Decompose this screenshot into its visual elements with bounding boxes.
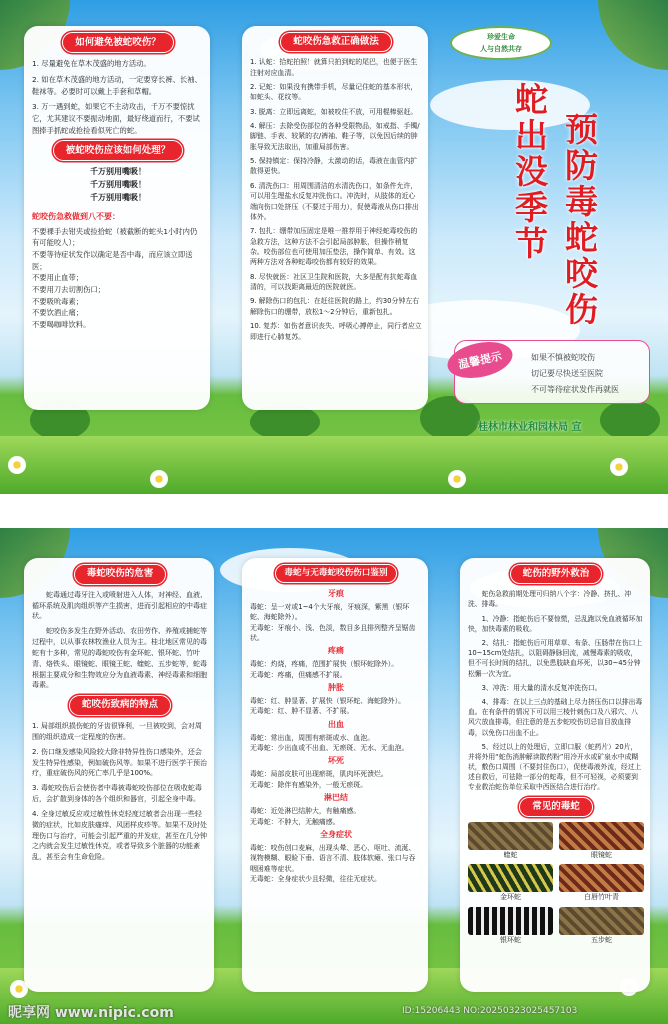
list-item: 无毒蛇：牙痕小、浅、色淡，数目多且排列整齐呈锯齿状。 bbox=[250, 623, 416, 642]
list-item: 不要饮酒止痛； bbox=[32, 308, 84, 318]
list-item: 6. 清洗伤口：用周围清洁的水清洗伤口，如条件允许，可以用生理盐水反复冲洗伤口。冲洗时，从肢体的近心端向伤口处挤压（不要过于用力），促使毒液从伤口排出体外。 bbox=[250, 181, 419, 221]
panel-heading: 蛇伤的野外救治 bbox=[510, 564, 603, 584]
brochure-outside bbox=[0, 0, 668, 494]
snake-name: 蝰蛇 bbox=[503, 850, 518, 859]
tip-line: 不可等待症状发作再就医 bbox=[531, 385, 619, 394]
slogan-badge bbox=[452, 28, 550, 58]
flower-icon bbox=[448, 470, 466, 488]
paragraph: 1、冷静：指蛇伤后不要惊慌，忌乱跑以免血液循环加快，加快毒素的吸收。 bbox=[468, 614, 643, 633]
cover-title: 蛇出没季节 bbox=[510, 82, 549, 262]
snake-gallery bbox=[468, 822, 644, 946]
list-item: 毒蛇：呈一对或1~4个大牙痕，牙痕深，紫黑（银环蛇、海蛇除外）。 bbox=[250, 602, 410, 622]
list-item: 无毒蛇：红、肿不显著、不扩展。 bbox=[250, 707, 354, 716]
section-title: 疼痛 bbox=[328, 646, 344, 656]
list-item: 7. 包扎：绷带加压固定是唯一推荐用于神经蛇毒咬伤的急救方法，这种方法不会引起局部肿胀，但操作稍复杂。咬伤部位也可使用加压垫法，操作简单、有效。这两种方法对各种蛇毒咬伤都有较好的效果。 bbox=[250, 227, 418, 267]
list-item: 9. 解除伤口的包扎：在赶往医院的路上，约30分钟左右解除伤口的绷带，放松1～2分钟后，重新包扎。 bbox=[250, 297, 420, 316]
flower-icon bbox=[150, 470, 168, 488]
panel-heading: 如何避免被蛇咬伤？ bbox=[62, 32, 174, 53]
list-item: 不要裸手去钳夹或捡拾蛇（被截断的蛇头1小时内仍有可能咬人）； bbox=[32, 226, 198, 248]
warning-line: 千万别用嘴吸！ bbox=[90, 167, 146, 177]
snake-name: 白唇竹叶青 bbox=[584, 893, 619, 902]
paragraph: 2. 伤口继发感染风险较大除非特异性伤口感染外，还会发生特异性感染，例如破伤风等。如果不进行医学干预治疗，重症破伤风的死亡率几乎是100%。 bbox=[32, 747, 207, 778]
panel-heading: 常见的毒蛇 bbox=[519, 797, 593, 817]
paragraph: 蛇伤急救前期处理可归纳八个字：冷静、挤扎、冲洗、排毒。 bbox=[468, 590, 632, 609]
panel-wound-identification bbox=[242, 558, 428, 992]
list-item: 无毒蛇：疼痛，但痛感不扩展。 bbox=[250, 670, 347, 679]
snake-image bbox=[559, 907, 644, 935]
list-item: 毒蛇：局部皮肤可出现瘀斑，肌肉坏死溃烂。 bbox=[250, 770, 388, 779]
tree bbox=[600, 400, 660, 440]
flower-icon bbox=[610, 458, 628, 476]
paragraph: 5、经过以上的处理后，立即口服（蛇药片）20片，并将外用“蛇伤消肿解读散药粉”用冷开水或矿泉水中成糊状，敷伤口周围（不要封住伤口），促使毒液外流，经过上述自救后，可祛除一部分的蛇毒，但不可轻视，必须要到专业救治蛇伤单位采取中西医结合进行治疗。 bbox=[468, 742, 642, 792]
snake-card bbox=[468, 822, 553, 861]
snake-card bbox=[468, 907, 553, 946]
list-item: 8. 尽快就医：社区卫生院和医院，大多是配有抗蛇毒血清的，可以找距离最近的医院就医。 bbox=[250, 272, 418, 292]
paragraph: 2、结扎：指蛇伤后可用草草、布条、压肠带在伤口上10~15cm处结扎，以阻碍静脉回流，减慢毒素的吸收，但不可长时间的结扎，以免患肢缺血坏死，以30~45分钟松懈一次为宜。 bbox=[468, 639, 643, 678]
section-title: 全身症状 bbox=[320, 829, 352, 839]
list-item: 毒蛇：近处淋巴结肿大，有触痛感。 bbox=[250, 807, 361, 816]
subheading: 蛇咬伤急救做到八不要： bbox=[32, 211, 120, 221]
panel-first-aid bbox=[242, 26, 428, 410]
list-item: 无毒蛇：不肿大，无触痛感。 bbox=[250, 817, 340, 826]
paragraph: 3、冲洗：用大量的清水反复冲洗伤口。 bbox=[481, 683, 602, 692]
paragraph: 3. 毒蛇咬伤后会使伤者中毒被毒蛇咬伤部位在吸收蛇毒后，会扩散到身体的各个组织和器官，引起全身中毒。 bbox=[32, 784, 202, 804]
snake-image bbox=[468, 907, 553, 935]
list-item: 不要等待症状发作以确定是否中毒，而应该立即送医； bbox=[32, 249, 193, 271]
flower-icon bbox=[8, 456, 26, 474]
snake-image bbox=[559, 822, 644, 850]
section-title: 淋巴结 bbox=[324, 793, 348, 803]
list-item: 1. 认蛇：拾蛇拍照！就算只拍到蛇的尾巴，也便于医生注射对应血清。 bbox=[250, 58, 418, 77]
tip-box bbox=[454, 340, 650, 404]
section-title: 坏死 bbox=[328, 756, 344, 766]
snake-image bbox=[468, 822, 553, 850]
snake-name: 眼镜蛇 bbox=[591, 850, 612, 859]
panel-heading: 毒蛇与无毒蛇咬伤伤口鉴别 bbox=[275, 564, 396, 583]
list-item: 2. 记蛇：如果没有携带手机，尽量记住蛇的基本形状，如蛇头、花纹等。 bbox=[250, 82, 418, 102]
panel-heading: 被蛇咬伤应该如何处理？ bbox=[53, 140, 184, 161]
list-item: 3. 脱离：立即远离蛇，如被咬住不放，可用棍棒驱赶。 bbox=[250, 107, 418, 116]
snake-name: 金环蛇 bbox=[500, 893, 521, 902]
list-item: 不要吸吮毒素； bbox=[32, 296, 84, 306]
list-item: 不要用止血带； bbox=[32, 273, 84, 283]
tip-line: 切记要尽快送至医院 bbox=[531, 369, 603, 378]
list-item: 4. 解压：去除受伤部位的各种受限物品，如戒指、手镯/脚链、手表、较紧的衣/裤袖、鞋子等，以免因后续的肿胀导致无法取出，加重局部伤害。 bbox=[250, 122, 420, 151]
cover-title: 预防毒蛇咬伤 bbox=[560, 112, 599, 328]
warning-line: 千万别用嘴吸！ bbox=[90, 180, 146, 190]
snake-card bbox=[468, 864, 553, 903]
list-item: 毒蛇：灼烧，疼痛，范围扩展快（银环蛇除外）。 bbox=[250, 660, 399, 669]
section-title: 牙痕 bbox=[328, 588, 344, 598]
panel-field-rescue bbox=[460, 558, 650, 992]
slogan-line: 珍爱生命 bbox=[487, 33, 515, 41]
watermark-id: ID:15206443 NO:20250323025457103 bbox=[402, 1006, 578, 1016]
snake-card bbox=[559, 907, 644, 946]
list-item: 无毒蛇：全身症状少且轻微，往往无症状。 bbox=[250, 875, 381, 883]
list-item: 不要喝咖啡饮料。 bbox=[32, 319, 91, 329]
snake-name: 五步蛇 bbox=[591, 935, 612, 944]
list-item: 毒蛇：咬伤创口麦麻，出现头晕、恶心、呕吐、流涎、视物模糊、眼睑下垂、语言不清、肢体软瘫、张口与吞咽困难等症状。 bbox=[250, 843, 416, 873]
palm-leaf-icon bbox=[598, 0, 668, 70]
panel-heading: 蛇咬伤致病的特点 bbox=[69, 695, 171, 716]
snake-image bbox=[559, 864, 644, 892]
panel-snakebite-hazards bbox=[24, 558, 214, 992]
paragraph: 1. 尽量避免在草木茂盛的地方活动。 bbox=[32, 59, 151, 69]
panel-heading: 蛇咬伤急救正确做法 bbox=[280, 32, 392, 52]
paragraph: 4. 全身过敏反应或过敏性休克轻度过敏者会出现一些轻微的症状，比如皮肤瘙痒、风团样皮疹等。如果不及时处理伤口与治疗，可能会引起严重的并发症，甚至在几分钟之内就会发生过敏性休克，或者导致多个脏器的功能紊乱，甚至会有生命危险。 bbox=[32, 809, 207, 862]
list-item: 不要用刀去切割伤口； bbox=[32, 284, 105, 294]
brochure-inside bbox=[0, 528, 668, 1024]
grass bbox=[0, 436, 668, 494]
publisher: 桂林市林业和园林局 宣 bbox=[478, 422, 582, 433]
panel-heading: 毒蛇咬伤的危害 bbox=[74, 564, 167, 585]
snake-card bbox=[559, 864, 644, 903]
snake-name: 银环蛇 bbox=[500, 935, 521, 944]
list-item: 毒蛇：红、肿显著、扩展快（银环蛇、海蛇除外）。 bbox=[250, 697, 406, 706]
list-item: 毒蛇：常出血，周围有瘀斑或水、血泡。 bbox=[250, 733, 375, 742]
list-item: 无毒蛇：少出血或不出血、无瘀斑、无水、无血泡。 bbox=[250, 744, 409, 753]
paragraph: 蛇咬伤多发生在野外活动、农田劳作、养殖或捕蛇等过程中，以从事农林牧渔业人员为主。桂北地区常见的毒蛇有十多种，常见的毒蛇咬伤有金环蛇、银环蛇、竹叶青、烙铁头、眼镜蛇、眼镜王蛇、蝰蛇、五步蛇等，蛇毒根据主要成分和生物效应分为血液毒素、神经毒素和细胞毒素。 bbox=[32, 627, 207, 690]
warning-line: 千万别用嘴吸！ bbox=[90, 193, 146, 202]
paragraph: 4、排毒：在以上三点的基础上尽力挤压伤口以排出毒血。在有条件的情况下可以用三棱针刺伤口及八邪穴、八风穴放血排毒，但注意的是五步蛇咬伤切忌盲目放血排毒，以免伤口出血不止。 bbox=[468, 697, 643, 737]
tip-badge: 温馨提示 bbox=[444, 337, 516, 384]
paragraph: 3. 万一遇到蛇，如果它不主动攻击，千万不要惊扰它，尤其建议不要振动地面，最好绕道而行，不要试图捧手抓蛇或抢捡看似死亡的蛇。 bbox=[32, 102, 200, 135]
slogan-line: 人与自然共存 bbox=[480, 45, 522, 53]
section-title: 出血 bbox=[328, 719, 344, 729]
snake-card bbox=[559, 822, 644, 861]
list-item: 5. 保持镇定：保持冷静，太激动的话，毒液在血管内扩散得更快。 bbox=[250, 157, 418, 176]
paragraph: 1. 局部组织损伤蛇的牙齿很锋利，一旦被咬到，会对周围的组织造成一定程度的伤害。 bbox=[32, 722, 202, 741]
list-item: 10. 复苏：如伤者意识丧失、呼吸心搏停止，同行者应立即进行心肺复苏。 bbox=[250, 322, 422, 341]
snake-image bbox=[468, 864, 553, 892]
panel-avoid-bites bbox=[24, 26, 210, 410]
paragraph: 2. 如在草木茂盛的地方活动，一定要穿长裤、长袖、鞋袜等。必要时可以戴上手套和草帽。 bbox=[32, 74, 202, 96]
section-title: 肿胀 bbox=[328, 683, 344, 693]
watermark-site: 昵享网 www.nipic.com bbox=[8, 1005, 174, 1021]
list-item: 无毒蛇：除伴有感染外，一般无瘀斑。 bbox=[250, 780, 368, 789]
paragraph: 蛇毒通过毒牙注入或喷射进入人体，对神经、血液、循环系统及肌肉组织等产生损害，进而引起相应的中毒症状。 bbox=[32, 590, 207, 621]
tip-line: 如果不慎被蛇咬伤 bbox=[531, 353, 595, 362]
